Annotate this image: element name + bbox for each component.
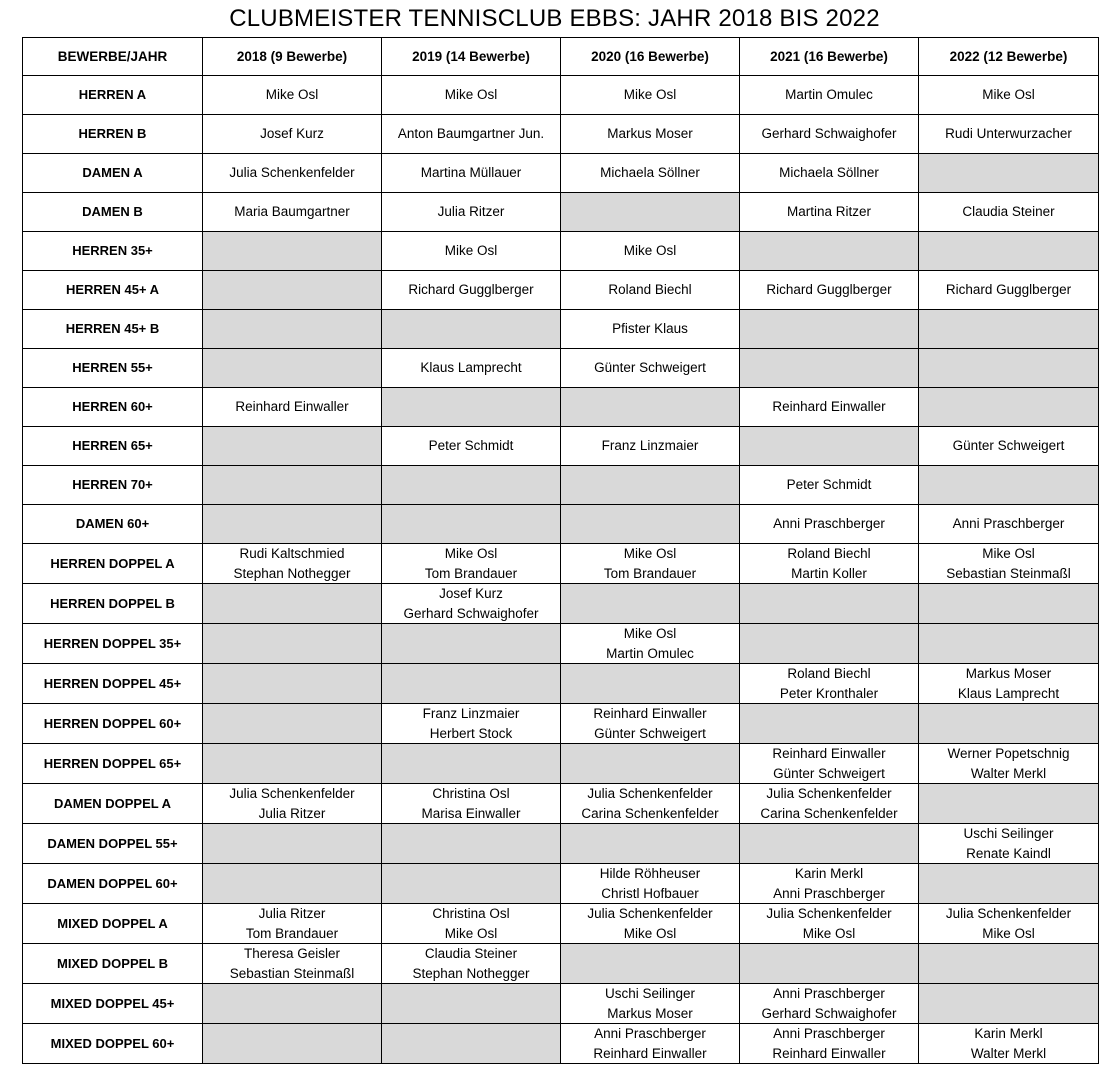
empty-cell — [740, 704, 919, 744]
winner-name: Tom Brandauer — [603, 565, 697, 581]
table-row — [23, 271, 1099, 310]
category-cell: DAMEN B — [23, 193, 203, 232]
empty-cell — [740, 427, 919, 466]
empty-cell — [382, 1024, 561, 1064]
category-cell: MIXED DOPPEL 45+ — [23, 984, 203, 1024]
winner-cell — [382, 944, 561, 984]
empty-cell — [919, 466, 1099, 505]
empty-cell — [382, 388, 561, 427]
winner-name: Richard Gugglberger — [766, 282, 892, 298]
empty-cell — [203, 824, 382, 864]
category-cell: HERREN 60+ — [23, 388, 203, 427]
category-cell: HERREN 35+ — [23, 232, 203, 271]
empty-cell — [561, 388, 740, 427]
category-cell: DAMEN DOPPEL 55+ — [23, 824, 203, 864]
winner-name: Mike Osl — [444, 243, 498, 259]
table-row — [23, 76, 1099, 115]
empty-cell — [561, 824, 740, 864]
winner-cell — [919, 744, 1099, 784]
winner-name: Martina Ritzer — [786, 204, 872, 220]
winner-cell — [919, 824, 1099, 864]
winner-cell — [561, 271, 740, 310]
winner-cell — [561, 115, 740, 154]
winner-name: Mike Osl — [444, 546, 498, 561]
category-cell: HERREN DOPPEL B — [23, 584, 203, 624]
empty-cell — [203, 584, 382, 624]
empty-cell — [203, 466, 382, 505]
winner-name: Stephan Nothegger — [412, 965, 530, 981]
empty-cell — [919, 864, 1099, 904]
winner-name: Mike Osl — [982, 925, 1035, 941]
category-cell: DAMEN A — [23, 154, 203, 193]
winner-name: Tom Brandauer — [424, 565, 518, 581]
table-row — [23, 115, 1099, 154]
table-row — [23, 349, 1099, 388]
winner-cell — [740, 904, 919, 944]
empty-cell — [382, 624, 561, 664]
empty-cell — [561, 584, 740, 624]
empty-cell — [203, 232, 382, 271]
winner-name: Mike Osl — [623, 546, 677, 561]
winner-name: Rudi Unterwurzacher — [945, 126, 1072, 142]
winner-cell — [561, 154, 740, 193]
winner-cell — [203, 76, 382, 115]
table-row — [23, 824, 1099, 864]
category-cell: MIXED DOPPEL 60+ — [23, 1024, 203, 1064]
table-row — [23, 584, 1099, 624]
column-header: 2021 (16 Bewerbe) — [740, 38, 919, 76]
table-row — [23, 388, 1099, 427]
empty-cell — [203, 624, 382, 664]
winner-name: Richard Gugglberger — [945, 282, 1072, 298]
winner-name: Mike Osl — [265, 87, 319, 103]
winner-cell — [382, 904, 561, 944]
empty-cell — [561, 664, 740, 704]
winner-cell — [740, 1024, 919, 1064]
winner-cell — [382, 784, 561, 824]
empty-cell — [740, 944, 919, 984]
winner-name: Mike Osl — [982, 546, 1035, 561]
winner-name: Klaus Lamprecht — [420, 360, 522, 376]
winner-cell — [919, 505, 1099, 544]
winner-name: Anni Praschberger — [773, 1026, 885, 1041]
winner-name: Mike Osl — [802, 925, 856, 941]
winner-cell — [740, 544, 919, 584]
winner-name: Peter Kronthaler — [779, 685, 879, 701]
winner-name: Julia Schenkenfelder — [587, 786, 713, 801]
table-row — [23, 193, 1099, 232]
winner-name: Mike Osl — [623, 925, 677, 941]
winner-name: Anni Praschberger — [952, 516, 1065, 532]
winner-name: Mike Osl — [623, 626, 677, 641]
empty-cell — [382, 864, 561, 904]
winner-name: Josef Kurz — [260, 126, 324, 142]
winner-name: Anni Praschberger — [773, 516, 885, 532]
winner-name: Mike Osl — [982, 87, 1035, 103]
empty-cell — [203, 427, 382, 466]
table-row — [23, 1024, 1099, 1064]
winner-name: Gerhard Schwaighofer — [761, 126, 897, 142]
winner-name: Carina Schenkenfelder — [760, 805, 898, 821]
winner-name: Theresa Geisler — [243, 946, 341, 961]
empty-cell — [561, 193, 740, 232]
winner-name: Karin Merkl — [794, 866, 864, 881]
winner-name: Günter Schweigert — [773, 765, 885, 781]
winner-cell — [740, 154, 919, 193]
table-row — [23, 704, 1099, 744]
winner-name: Roland Biechl — [787, 546, 871, 561]
winner-name: Reinhard Einwaller — [235, 399, 349, 415]
winner-name: Maria Baumgartner — [234, 204, 350, 220]
winner-cell — [561, 310, 740, 349]
winner-cell — [919, 1024, 1099, 1064]
winner-name: Günter Schweigert — [594, 360, 706, 376]
winner-cell — [203, 904, 382, 944]
winner-name: Walter Merkl — [970, 1045, 1047, 1061]
winner-cell — [382, 349, 561, 388]
empty-cell — [561, 505, 740, 544]
category-cell: MIXED DOPPEL B — [23, 944, 203, 984]
table-row — [23, 784, 1099, 824]
empty-cell — [382, 505, 561, 544]
category-cell: HERREN A — [23, 76, 203, 115]
column-header: 2022 (12 Bewerbe) — [919, 38, 1099, 76]
winner-name: Roland Biechl — [608, 282, 692, 298]
winner-name: Gerhard Schwaighofer — [403, 605, 539, 621]
champions-table — [22, 37, 1099, 1064]
winner-name: Mike Osl — [444, 925, 498, 941]
winner-name: Anni Praschberger — [594, 1026, 706, 1041]
table-row — [23, 664, 1099, 704]
winner-name: Uschi Seilinger — [963, 826, 1054, 841]
empty-cell — [919, 310, 1099, 349]
winner-cell — [740, 784, 919, 824]
empty-cell — [382, 664, 561, 704]
winner-cell — [382, 232, 561, 271]
empty-cell — [561, 466, 740, 505]
winner-cell — [740, 271, 919, 310]
winner-name: Hilde Röhheuser — [599, 866, 701, 881]
category-cell: HERREN B — [23, 115, 203, 154]
winner-cell — [740, 864, 919, 904]
table-row — [23, 864, 1099, 904]
winner-cell — [561, 704, 740, 744]
winner-name: Renate Kaindl — [966, 845, 1051, 861]
winner-cell — [561, 1024, 740, 1064]
winner-name: Carina Schenkenfelder — [581, 805, 719, 821]
winner-cell — [740, 505, 919, 544]
category-cell: MIXED DOPPEL A — [23, 904, 203, 944]
category-cell: HERREN DOPPEL 35+ — [23, 624, 203, 664]
table-row — [23, 944, 1099, 984]
table-row — [23, 154, 1099, 193]
winner-cell — [919, 664, 1099, 704]
winner-cell — [382, 115, 561, 154]
empty-cell — [203, 744, 382, 784]
category-cell: HERREN 65+ — [23, 427, 203, 466]
winner-name: Julia Schenkenfelder — [229, 165, 355, 181]
winner-cell — [561, 232, 740, 271]
winner-name: Rudi Kaltschmied — [239, 546, 345, 561]
winner-cell — [740, 984, 919, 1024]
category-cell: HERREN 70+ — [23, 466, 203, 505]
winner-name: Günter Schweigert — [952, 438, 1065, 454]
winner-name: Julia Schenkenfelder — [587, 906, 713, 921]
table-row — [23, 310, 1099, 349]
category-cell: HERREN DOPPEL 65+ — [23, 744, 203, 784]
winner-name: Sebastian Steinmaßl — [229, 965, 355, 981]
winner-name: Josef Kurz — [439, 586, 503, 601]
winner-name: Julia Schenkenfelder — [945, 906, 1072, 921]
column-header: 2020 (16 Bewerbe) — [561, 38, 740, 76]
winner-cell — [919, 904, 1099, 944]
empty-cell — [919, 984, 1099, 1024]
empty-cell — [740, 624, 919, 664]
empty-cell — [740, 349, 919, 388]
winner-name: Franz Linzmaier — [422, 706, 520, 721]
empty-cell — [919, 624, 1099, 664]
winner-cell — [740, 76, 919, 115]
empty-cell — [561, 944, 740, 984]
winner-cell — [919, 193, 1099, 232]
winner-cell — [382, 76, 561, 115]
winner-cell — [382, 154, 561, 193]
winner-cell — [382, 193, 561, 232]
winner-name: Reinhard Einwaller — [772, 399, 886, 415]
category-cell: HERREN 55+ — [23, 349, 203, 388]
winner-cell — [203, 154, 382, 193]
empty-cell — [382, 824, 561, 864]
empty-cell — [919, 154, 1099, 193]
winner-cell — [382, 584, 561, 624]
winner-name: Mike Osl — [623, 243, 677, 259]
winner-name: Karin Merkl — [974, 1026, 1043, 1041]
winner-name: Markus Moser — [607, 126, 693, 142]
winner-cell — [919, 76, 1099, 115]
winner-cell — [919, 427, 1099, 466]
winner-name: Claudia Steiner — [962, 204, 1055, 220]
winner-name: Reinhard Einwaller — [772, 746, 886, 761]
winner-cell — [203, 544, 382, 584]
empty-cell — [740, 232, 919, 271]
winner-cell — [203, 944, 382, 984]
winner-cell — [203, 784, 382, 824]
empty-cell — [203, 984, 382, 1024]
winner-cell — [740, 744, 919, 784]
empty-cell — [740, 310, 919, 349]
winner-name: Peter Schmidt — [428, 438, 514, 454]
winner-name: Roland Biechl — [787, 666, 871, 681]
empty-cell — [203, 505, 382, 544]
empty-cell — [919, 388, 1099, 427]
winner-cell — [740, 193, 919, 232]
winner-name: Michaela Söllner — [779, 165, 879, 181]
winner-cell — [740, 115, 919, 154]
table-row — [23, 744, 1099, 784]
empty-cell — [919, 704, 1099, 744]
table-row — [23, 427, 1099, 466]
category-cell: DAMEN DOPPEL A — [23, 784, 203, 824]
winner-cell — [561, 984, 740, 1024]
table-row — [23, 904, 1099, 944]
table-row — [23, 544, 1099, 584]
winner-name: Julia Schenkenfelder — [766, 786, 892, 801]
winner-name: Julia Ritzer — [258, 805, 326, 821]
winner-cell — [561, 427, 740, 466]
winner-cell — [561, 904, 740, 944]
winner-name: Markus Moser — [607, 1005, 693, 1021]
winner-name: Martin Omulec — [785, 87, 873, 103]
winner-cell — [561, 624, 740, 664]
table-row — [23, 624, 1099, 664]
empty-cell — [919, 944, 1099, 984]
winner-cell — [382, 544, 561, 584]
winner-name: Günter Schweigert — [594, 725, 706, 741]
winner-cell — [382, 704, 561, 744]
winner-name: Julia Ritzer — [437, 204, 505, 220]
empty-cell — [382, 466, 561, 505]
winner-name: Julia Schenkenfelder — [229, 786, 355, 801]
empty-cell — [919, 232, 1099, 271]
winner-name: Michaela Söllner — [600, 165, 700, 181]
winner-name: Tom Brandauer — [245, 925, 339, 941]
winner-name: Sebastian Steinmaßl — [946, 565, 1071, 581]
winner-name: Martin Omulec — [606, 645, 694, 661]
winner-name: Julia Ritzer — [258, 906, 326, 921]
empty-cell — [382, 744, 561, 784]
winner-cell — [561, 864, 740, 904]
winner-name: Martina Müllauer — [420, 165, 522, 181]
column-header: 2019 (14 Bewerbe) — [382, 38, 561, 76]
winner-name: Mike Osl — [444, 87, 498, 103]
winner-name: Herbert Stock — [429, 725, 513, 741]
category-cell: HERREN DOPPEL A — [23, 544, 203, 584]
empty-cell — [561, 744, 740, 784]
winner-name: Martin Koller — [791, 565, 867, 581]
winner-name: Christina Osl — [432, 906, 510, 921]
winner-cell — [740, 388, 919, 427]
empty-cell — [919, 784, 1099, 824]
empty-cell — [203, 1024, 382, 1064]
table-body — [23, 38, 1099, 1064]
winner-name: Mike Osl — [623, 87, 677, 103]
winner-name: Christina Osl — [432, 786, 510, 801]
winner-name: Reinhard Einwaller — [593, 706, 707, 721]
winner-cell — [203, 115, 382, 154]
table-row — [23, 466, 1099, 505]
category-cell: HERREN DOPPEL 45+ — [23, 664, 203, 704]
header-row — [23, 38, 1099, 76]
winner-name: Anton Baumgartner Jun. — [397, 126, 545, 142]
empty-cell — [203, 864, 382, 904]
winner-name: Reinhard Einwaller — [772, 1045, 886, 1061]
winner-name: Uschi Seilinger — [604, 986, 696, 1001]
empty-cell — [203, 310, 382, 349]
winner-name: Markus Moser — [965, 666, 1052, 681]
column-header: BEWERBE/JAHR — [23, 38, 203, 76]
winner-cell — [203, 193, 382, 232]
winner-cell — [740, 664, 919, 704]
winner-name: Marisa Einwaller — [421, 805, 521, 821]
empty-cell — [203, 271, 382, 310]
category-cell: DAMEN DOPPEL 60+ — [23, 864, 203, 904]
winner-cell — [561, 544, 740, 584]
empty-cell — [740, 584, 919, 624]
winner-name: Stephan Nothegger — [233, 565, 351, 581]
winner-cell — [382, 427, 561, 466]
table-row — [23, 984, 1099, 1024]
empty-cell — [382, 984, 561, 1024]
winner-name: Reinhard Einwaller — [593, 1045, 707, 1061]
category-cell: DAMEN 60+ — [23, 505, 203, 544]
winner-cell — [561, 784, 740, 824]
empty-cell — [203, 349, 382, 388]
winner-cell — [919, 115, 1099, 154]
winner-name: Anni Praschberger — [773, 986, 885, 1001]
category-cell: HERREN DOPPEL 60+ — [23, 704, 203, 744]
winner-name: Peter Schmidt — [786, 477, 872, 493]
winner-name: Walter Merkl — [970, 765, 1047, 781]
winner-name: Pfister Klaus — [612, 321, 688, 337]
winner-cell — [919, 544, 1099, 584]
winner-name: Gerhard Schwaighofer — [761, 1005, 897, 1021]
winner-cell — [919, 271, 1099, 310]
winner-cell — [382, 271, 561, 310]
winner-name: Werner Popetschnig — [947, 746, 1070, 761]
table-row — [23, 505, 1099, 544]
empty-cell — [382, 310, 561, 349]
column-header: 2018 (9 Bewerbe) — [203, 38, 382, 76]
category-cell: HERREN 45+ B — [23, 310, 203, 349]
winner-name: Klaus Lamprecht — [957, 685, 1060, 701]
winner-cell — [561, 76, 740, 115]
winner-name: Julia Schenkenfelder — [766, 906, 892, 921]
winner-cell — [203, 388, 382, 427]
category-cell: HERREN 45+ A — [23, 271, 203, 310]
table-row — [23, 232, 1099, 271]
empty-cell — [919, 349, 1099, 388]
empty-cell — [919, 584, 1099, 624]
winner-name: Richard Gugglberger — [408, 282, 534, 298]
winner-name: Christl Hofbauer — [601, 885, 699, 901]
winner-name: Claudia Steiner — [424, 946, 518, 961]
winner-cell — [740, 466, 919, 505]
winner-name: Anni Praschberger — [773, 885, 885, 901]
empty-cell — [203, 704, 382, 744]
empty-cell — [203, 664, 382, 704]
winner-name: Franz Linzmaier — [601, 438, 699, 454]
page-title: CLUBMEISTER TENNISCLUB EBBS: JAHR 2018 BIS 2022 — [229, 5, 880, 32]
winner-cell — [561, 349, 740, 388]
empty-cell — [740, 824, 919, 864]
